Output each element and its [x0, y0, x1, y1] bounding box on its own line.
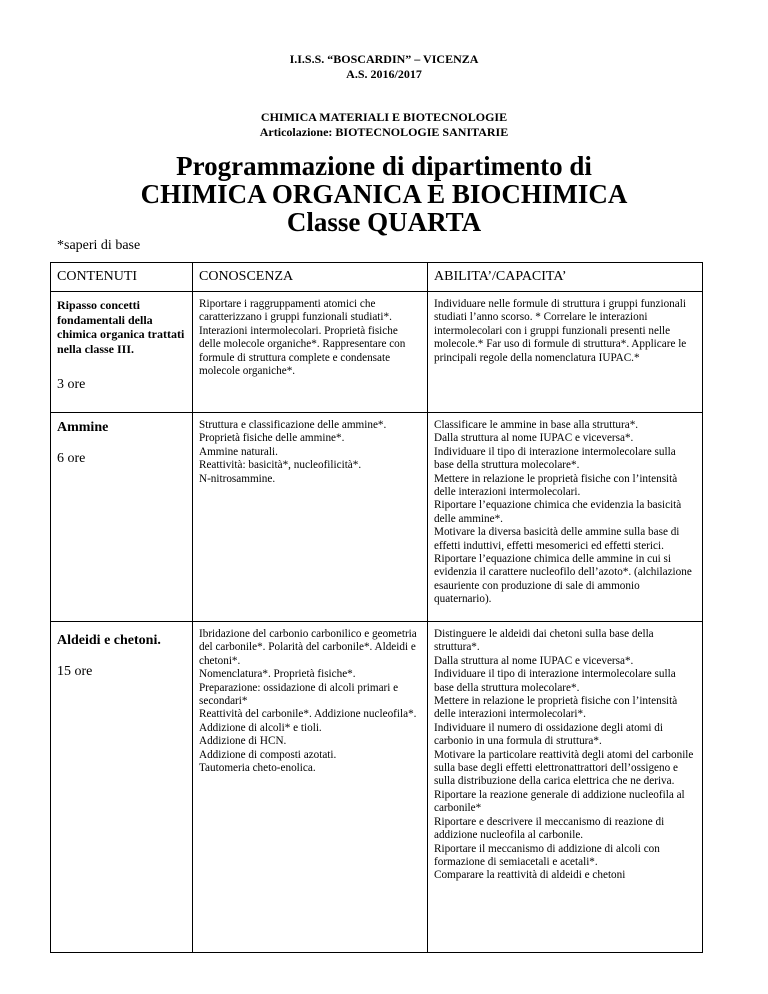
text-line: Addizione di HCN.	[199, 735, 287, 748]
knowledge-cell	[193, 292, 428, 413]
topic-cell	[51, 413, 193, 622]
text-line: Mettere in relazione le proprietà fisiche con l’intensità delle interazioni intermolecolari.	[434, 472, 678, 499]
table-header-row	[51, 263, 703, 292]
topic-hours: 3 ore	[57, 377, 86, 393]
text-line: Distinguere le aldeidi dai chetoni sulla base della struttura*.	[434, 628, 654, 654]
text-line: Struttura e classificazione delle ammine*.	[199, 419, 387, 431]
text-line: Dalla struttura al nome IUPAC e viceversa*.	[434, 432, 634, 445]
topic-title: Ripasso concetti fondamentali della chimica organica trattati nella classe III.	[57, 298, 185, 356]
basic-knowledge-note: *saperi di base	[57, 238, 141, 253]
text-line: Tautomeria cheto-enolica.	[199, 762, 316, 775]
school-name: I.I.S.S. “BOSCARDIN” – VICENZA	[289, 52, 479, 66]
header-cell-knowledge: CONOSCENZA	[193, 263, 428, 292]
text-line: Reattività del carbonile*. Addizione nucleofila*.	[199, 708, 417, 721]
text-line: Individuare nelle formule di struttura i gruppi funzionali studiati l’anno scorso. * Correlare le interazioni intermolecolari con i gruppi funzionali presenti nelle molecole.* Far uso di formule di struttura*. Applicare le principali regole della nomenclatura IUPAC.*	[434, 298, 687, 364]
text-line: Riportare e descrivere il meccanismo di reazione di addizione nucleofila al carbonile.	[434, 815, 665, 842]
topic-hours: 6 ore	[57, 451, 86, 466]
text-line: Classificare le ammine in base alla struttura*.	[434, 419, 639, 431]
school-year: A.S. 2016/2017	[346, 67, 422, 81]
text-line: Comparare la reattività di aldeidi e chetoni	[434, 869, 626, 882]
text-line: Ibridazione del carbonio carbonilico e geometria del carbonile*. Polarità del carbonile*. Aldeidi e chetoni*.	[199, 628, 417, 667]
topic-cell	[51, 622, 193, 953]
skills-cell	[428, 292, 703, 413]
text-line: N-nitrosammine.	[199, 472, 276, 485]
text-line: Motivare la diversa basicità delle ammine sulla base di effetti induttivi, effetti mesomerici ed effetti sterici.	[434, 526, 680, 552]
course-branch: Articolazione: BIOTECNOLOGIE SANITARIE	[259, 125, 509, 139]
skills-list	[428, 413, 702, 607]
knowledge-cell	[193, 622, 428, 953]
topic-title: Ammine	[57, 420, 109, 435]
text-line: Riportare il meccanismo di addizione di alcoli con formazione di semiacetali e acetali*.	[434, 842, 660, 868]
text-line: Individuare il tipo di interazione intermolecolare sulla base della struttura molecolare*.	[434, 445, 676, 472]
text-line: Individuare il tipo di interazione intermolecolare sulla base della struttura molecolare*.	[434, 668, 676, 694]
title-line-2: CHIMICA ORGANICA E BIOCHIMICA	[140, 179, 628, 209]
skills-cell	[428, 413, 703, 622]
skills-cell	[428, 622, 703, 953]
knowledge-cell	[193, 413, 428, 622]
knowledge-list	[193, 413, 427, 486]
text-line: Riportare l’equazione chimica che evidenzia la basicità delle ammine*.	[434, 499, 682, 525]
text-line: Nomenclatura*. Proprietà fisiche*.	[199, 668, 356, 681]
skills-list	[428, 292, 702, 365]
text-line: Addizione di composti azotati.	[199, 748, 337, 761]
text-line: Ammine naturali.	[199, 445, 278, 458]
course-name: CHIMICA MATERIALI E BIOTECNOLOGIE	[260, 110, 508, 124]
skills-list	[428, 622, 702, 952]
topic-title: Aldeidi e chetoni.	[57, 633, 161, 648]
table-row	[51, 622, 703, 953]
text-line: Individuare il numero di ossidazione degli atomi di carbonio in una formula di struttura*.	[434, 721, 663, 748]
text-line: Reattività: basicità*, nucleofilicità*.	[199, 459, 362, 472]
text-line: Addizione di alcoli* e tioli.	[199, 721, 322, 734]
table-row	[51, 413, 703, 622]
program-table	[50, 262, 703, 953]
topic-cell	[51, 292, 193, 413]
text-line: Mettere in relazione le proprietà fisiche con l’intensità delle interazioni intermolecolari*.	[434, 695, 678, 721]
course-header	[0, 110, 768, 140]
text-line: Motivare la particolare reattività degli atomi del carbonile sulla base degli effetti elettronattrattori dell’ossigeno e sulla distribuzione della carica elettrica che ne deriva.	[434, 748, 694, 788]
text-line: Preparazione: ossidazione di alcoli primari e secondari*	[199, 681, 399, 708]
header-cell-contents: CONTENUTI	[51, 263, 193, 292]
school-header	[0, 52, 768, 82]
document-title	[0, 152, 768, 236]
text-line: Riportare la reazione generale di addizione nucleofila al carbonile*	[434, 788, 685, 815]
text-line: Riportare i raggruppamenti atomici che caratterizzano i gruppi funzionali studiati*. Interazioni intermolecolari. Proprietà fisiche delle molecole organiche*. Rappresentare con formule di struttura complete e condensate molecole organiche*.	[199, 298, 406, 378]
text-line: Riportare l’equazione chimica delle ammine in cui si evidenzia il carattere nucleofilo dell’azoto*. (alchilazione esauriente con produzione di sale di ammonio quaternario).	[434, 553, 692, 606]
header-cell-skills: ABILITA’/CAPACITA’	[428, 263, 703, 292]
topic-hours: 15 ore	[57, 664, 93, 679]
title-line-1: Programmazione di dipartimento di	[176, 151, 592, 181]
text-line: Proprietà fisiche delle ammine*.	[199, 432, 345, 445]
title-line-3: Classe QUARTA	[286, 207, 482, 237]
table-row	[51, 292, 703, 413]
knowledge-list	[193, 292, 427, 378]
text-line: Dalla struttura al nome IUPAC e viceversa*.	[434, 654, 634, 667]
knowledge-list	[193, 622, 427, 775]
